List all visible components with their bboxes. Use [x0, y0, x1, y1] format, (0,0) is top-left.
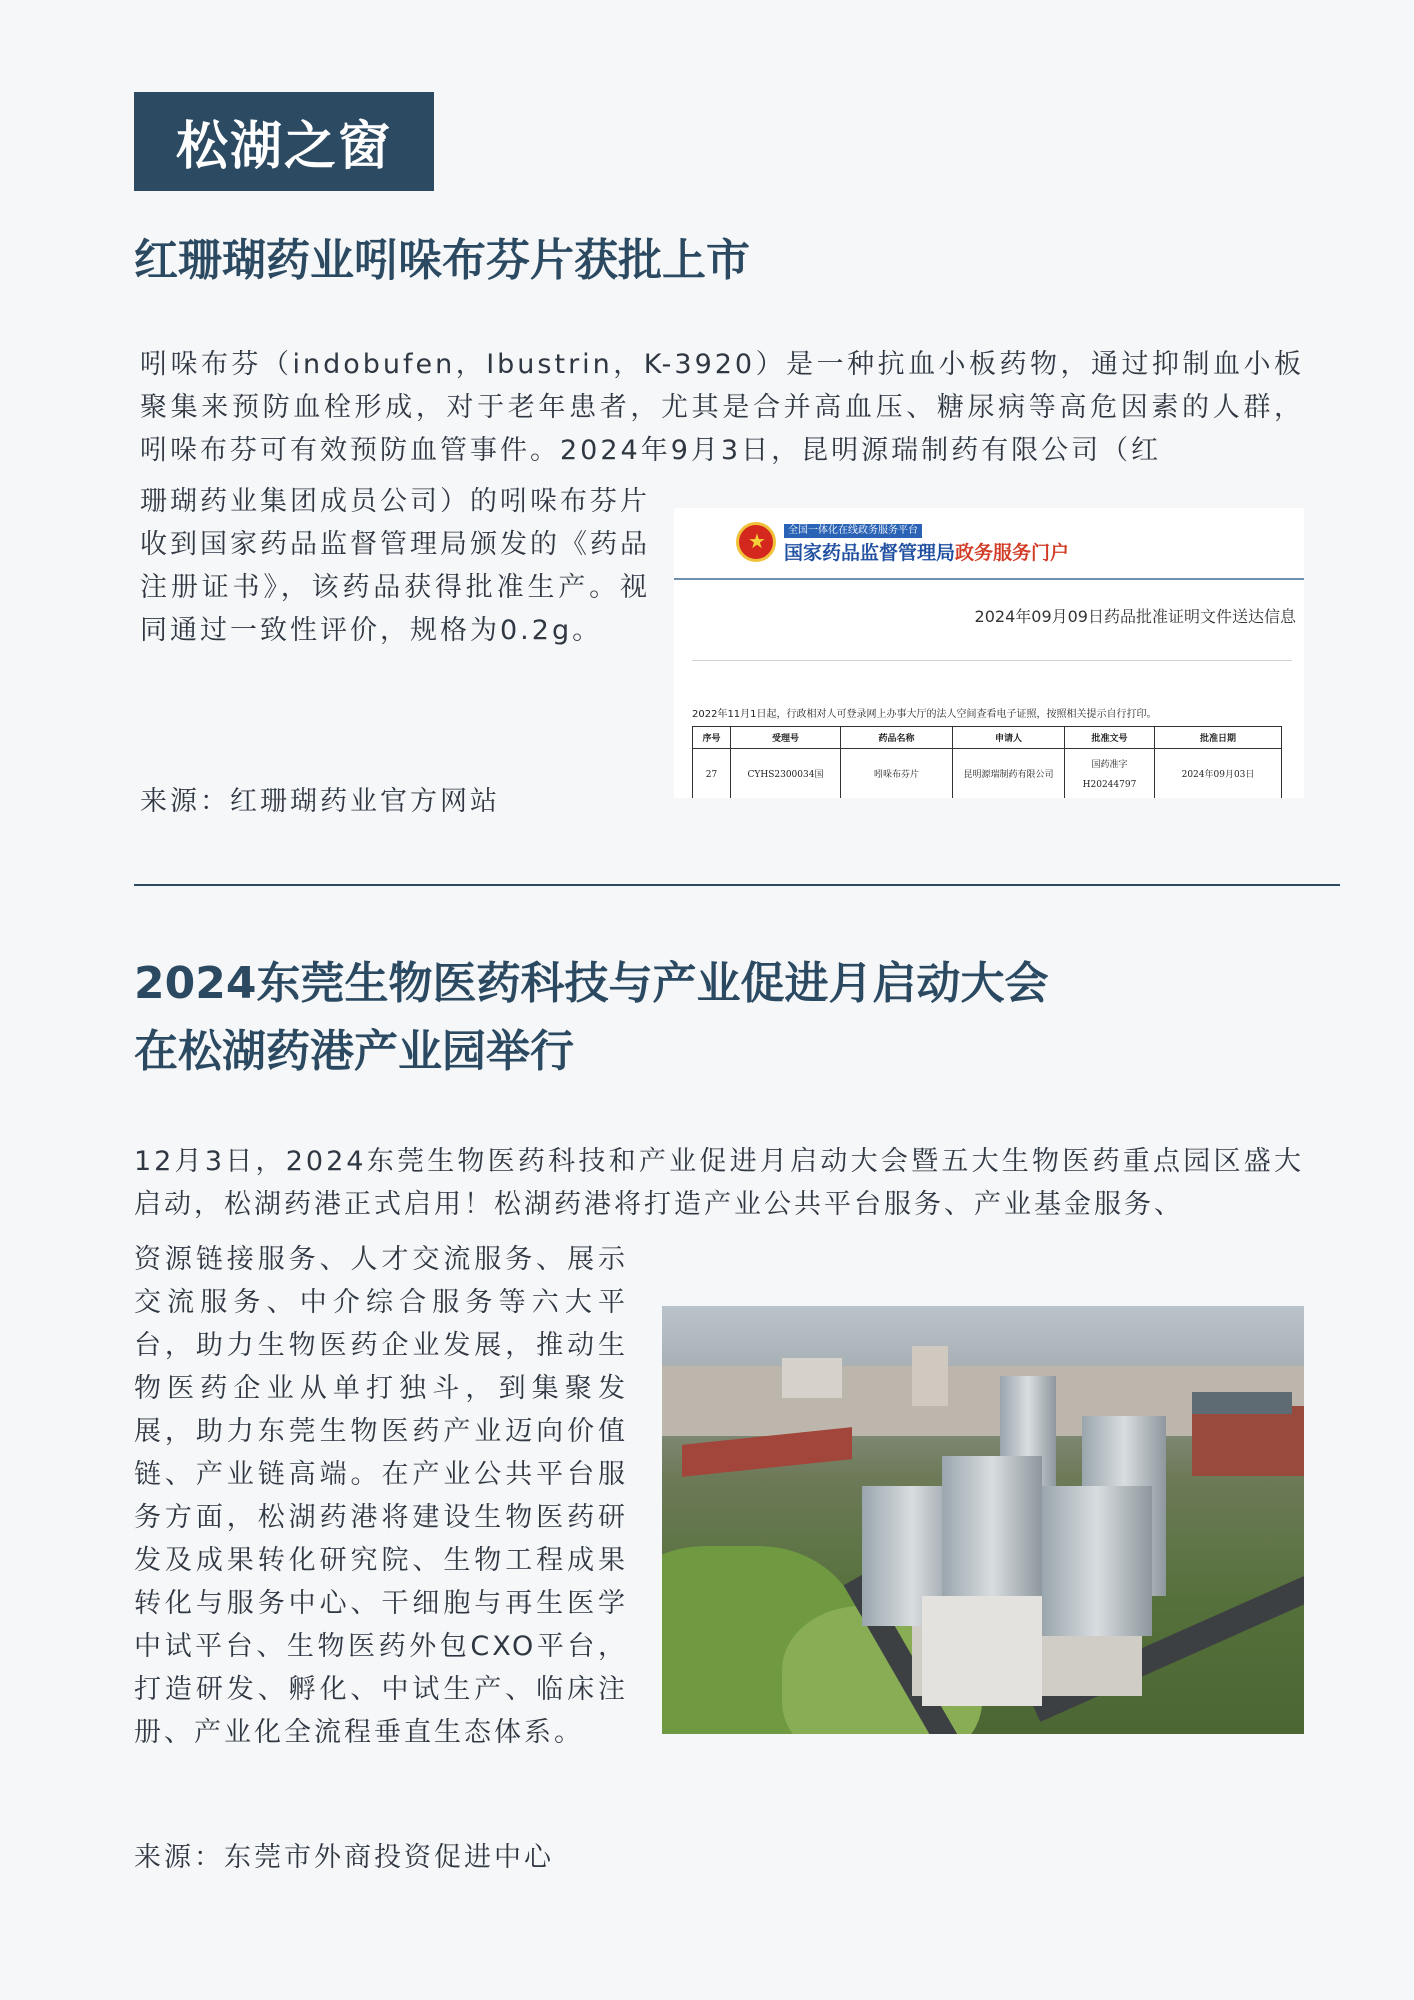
- approval-table: [692, 726, 1282, 798]
- table-cell: 27: [693, 749, 731, 799]
- portal-name: [784, 540, 1069, 566]
- table-header: 批准文号: [1065, 727, 1155, 749]
- article2-title-line2: 在松湖药港产业园举行: [134, 1026, 574, 1077]
- article2-paragraph-left: 资源链接服务、人才交流服务、展示交流服务、中介综合服务等六大平台，助力生物医药企业发展，推动生物医药企业从单打独斗，到集聚发展，助力东莞生物医药产业迈向价值链、产业链高端。在产业公共平台服务方面，松湖药港将建设生物医药研发及成果转化研究院、生物工程成果转化与服务中心、干细胞与再生医学中试平台、生物医药外包CXO平台，打造研发、孵化、中试生产、临床注册、产业化全流程垂直生态体系。: [134, 1244, 628, 1748]
- article1-source: 来源：红珊瑚药业官方网站: [140, 786, 500, 817]
- table-header: 申请人: [953, 727, 1065, 749]
- nmpa-portal-screenshot: [674, 508, 1304, 798]
- portal-top-label: 全国一体化在线政务服务平台: [784, 524, 922, 538]
- portal-header: [674, 508, 1304, 580]
- portal-name-blue: 国家药品监督管理局: [784, 542, 956, 564]
- portal-name-red: 政务服务门户: [955, 542, 1070, 564]
- article1-paragraph-left: 珊瑚药业集团成员公司）的吲哚布芬片收到国家药品监督管理局颁发的《药品注册证书》，该药品获得批准生产。视同通过一致性评价，规格为0.2g。: [140, 486, 650, 646]
- table-header: 批准日期: [1155, 727, 1282, 749]
- article1-title: 红珊瑚药业吲哚布芬片获批上市: [134, 235, 750, 286]
- table-cell: 2024年09月03日: [1155, 749, 1282, 799]
- table-header: 受理号: [731, 727, 841, 749]
- table-header: 序号: [693, 727, 731, 749]
- section-banner: 松湖之窗: [134, 92, 434, 191]
- article2-paragraph-full: 12月3日，2024东莞生物医药科技和产业促进月启动大会暨五大生物医药重点园区盛大启动，松湖药港正式启用！松湖药港将打造产业公共平台服务、产业基金服务、: [134, 1146, 1304, 1220]
- article2-source: 来源：东莞市外商投资促进中心: [134, 1842, 554, 1873]
- section-divider: [134, 884, 1340, 886]
- article2-title-line1: 2024东莞生物医药科技与产业促进月启动大会: [134, 958, 1049, 1009]
- table-cell: 吲哚布芬片: [841, 749, 953, 799]
- table-cell: CYHS2300034国: [731, 749, 841, 799]
- notice-divider: [692, 660, 1292, 661]
- table-header: 药品名称: [841, 727, 953, 749]
- article1-paragraph-full: 吲哚布芬（indobufen，Ibustrin，K-3920）是一种抗血小板药物，通过抑制血小板聚集来预防血栓形成，对于老年患者，尤其是合并高血压、糖尿病等高危因素的人群，吲哚布芬可有效预防血管事件。2024年9月3日，昆明源瑞制药有限公司（红: [140, 349, 1304, 466]
- table-header-row: [693, 727, 1282, 749]
- notice-note: 2022年11月1日起，行政相对人可登录网上办事大厅的法人空间查看电子证照，按照相关提示自行打印。: [692, 709, 1157, 720]
- table-cell: 昆明源瑞制药有限公司: [953, 749, 1065, 799]
- national-emblem-icon: [736, 522, 776, 562]
- notice-title: 2024年09月09日药品批准证明文件送达信息: [974, 607, 1296, 626]
- table-row: [693, 749, 1282, 799]
- table-cell: 国药准字H20244797: [1065, 749, 1155, 799]
- industrial-park-aerial-photo: [662, 1306, 1304, 1734]
